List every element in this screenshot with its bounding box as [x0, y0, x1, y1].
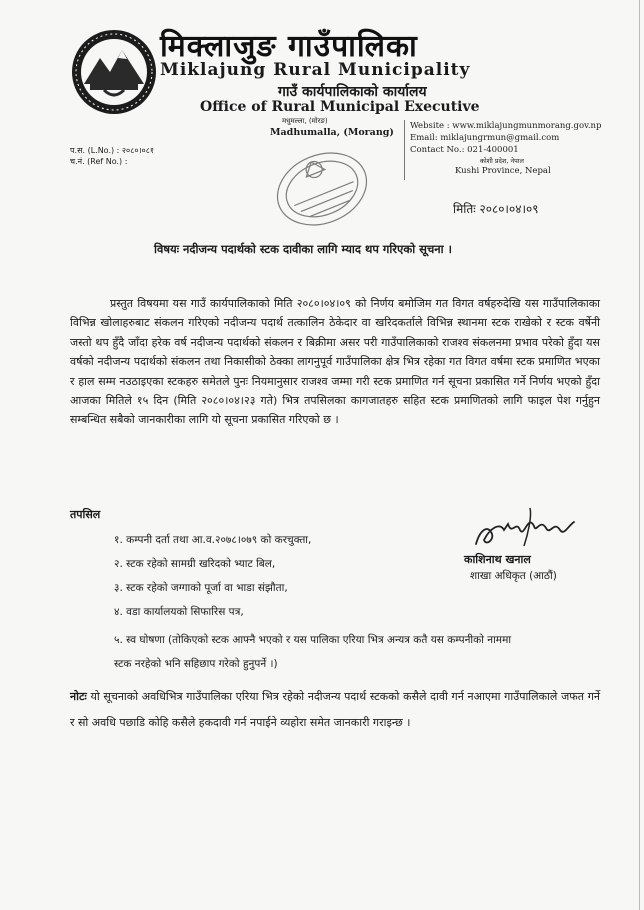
- list-item: ३. स्टक रहेको जग्गाको पूर्जा वा भाडा संझौता,: [114, 582, 288, 594]
- signatory-name: काशिनाथ खनाल: [464, 553, 531, 566]
- website-text: Website : www.miklajungmunmorang.gov.np: [410, 121, 602, 131]
- list-item: ५. स्व घोषणा (तोकिएको स्टक आफ्नै भएको र यस पालिका एरिया भित्र अन्यत्र कतै यस कम्पनीको नाममा स्टक नरहेको भनि सहिछाप गरेको हुनुपर्ने ।): [114, 634, 512, 670]
- office-name-english: Office of Rural Municipal Executive: [200, 99, 480, 115]
- list-heading: तपसिल: [70, 508, 101, 521]
- note-text: यो सूचनाको अवधिभित्र गाउँपालिका एरिया भित्र रहेको नदीजन्य पदार्थ स्टकको कसैले दावी गर्न नआएमा गाउँपालिकाले जफत गर्ने र सो अवधि पछाडि कोहि कसैले हकदावी गर्न नपाईने व्यहोरा समेत जानकारी गराइन्छ ।: [70, 690, 601, 729]
- address-nepali: मधुमल्ला, (मोरङ): [282, 117, 328, 125]
- list-item: १. कम्पनी दर्ता तथा आ.व.२०७८।०७९ को करचुक्ता,: [114, 534, 312, 546]
- office-name-nepali: गाउँ कार्यपालिकाको कार्यालय: [278, 84, 427, 100]
- address-english: Madhumalla, (Morang): [270, 127, 394, 138]
- reference-number: च.नं. (Ref No.) :: [70, 157, 128, 166]
- list-item: ४. वडा कार्यालयको सिफारिस पत्र,: [114, 606, 244, 618]
- letter-number: प.स. (L.No.) : २०८०।०८१: [70, 146, 155, 155]
- header-divider: [404, 120, 405, 180]
- subject-line: विषयः नदीजन्य पदार्थको स्टक दावीका लागि म्याद थप गरिएको सूचना ।: [154, 242, 452, 256]
- list-item: २. स्टक रहेको सामग्री खरिदको भ्याट बिल,: [114, 558, 276, 570]
- municipality-name-english: Miklajung Rural Municipality: [160, 60, 471, 80]
- province-nepali: कोशी प्रदेश, नेपाल: [480, 157, 524, 165]
- contact-number: Contact No.: 021-400001: [410, 145, 519, 155]
- office-stamp: [268, 142, 376, 236]
- signature: [470, 500, 580, 560]
- contact-block: [410, 120, 601, 156]
- notice-body: [70, 294, 600, 430]
- reference-block: [70, 145, 154, 167]
- letter-date: मितिः २०८०।०४।०९: [453, 202, 539, 216]
- signatory-post: शाखा अधिकृत (आठौं): [470, 570, 557, 582]
- email-text: Email: miklajungrmun@gmail.com: [410, 133, 560, 143]
- notice-body-text: प्रस्तुत विषयमा यस गाउँ कार्यपालिकाको मिति २०८०।०४।०९ को निर्णय बमोजिम गत विगत वर्षहरुदेखि यस गाउँपालिकाका विभिन्न खोलाहरुबाट संकलन गरिएको नदीजन्य पदार्थ तत्कालिन ठेकेदार वा खरिदकर्ताले विभिन्न स्थानमा स्टक राखेको र स्टक वर्षेनी जस्तो थप हुँदै जाँदा हरेक वर्ष नदीजन्य पदार्थको संकलन र बिक्रीमा असर परी गाउँपालिकाको राजश्व संकलनमा प्रभाव परेको हुँदा यस वर्षको नदीजन्य पदार्थको संकलन तथा निकासीको ठेक्का लागनुपूर्व गाउँपालिका क्षेत्र भित्र रहेका गत विगत वर्षमा स्टक प्रमाणित भएका र हाल सम्म नउठाइएका स्टकहरु समेतले पुनः नियमानुसार राजश्व जम्मा गरी स्टक प्रमाणित गर्न सूचना प्रकासित गर्ने निर्णय भएको हुँदा आजका मितिले १५ दिन (मिति २०८०।०४।२३ गते) भित्र तपसिलका कागजातहरु सहित स्टक प्रमाणितको लागि फाइल पेश गर्नुहुन सम्बन्धित सबैको जानकारीका लागि यो सूचना प्रकासित गरिएको छ ।: [70, 297, 600, 427]
- note-paragraph: [70, 684, 600, 736]
- page-edge-line: [639, 0, 640, 910]
- province-english: Kushi Province, Nepal: [455, 166, 551, 176]
- note-label: नोटः: [70, 690, 87, 703]
- municipality-logo: [70, 28, 158, 116]
- municipality-name-nepali: मिक्लाजुङ गाउँपालिका: [160, 29, 418, 64]
